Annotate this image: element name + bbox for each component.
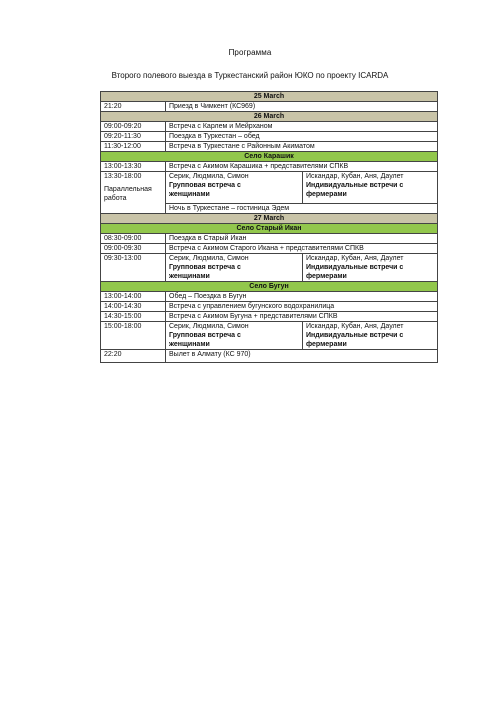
date-header (101, 213, 438, 223)
group-a-cell (166, 172, 303, 204)
event-cell: Вылет в Алмату (КС 970) (166, 349, 438, 362)
table-row (101, 142, 438, 152)
event-cell: Встреча с Акимом Бугуна + представителями СПКВ (166, 311, 438, 321)
group-b-task: Индивидуальные встречи с фермерами (306, 182, 404, 198)
table-row (101, 243, 438, 253)
event-cell: Поездка в Туркестан – обед (166, 132, 438, 142)
group-a-names: Серик, Людмила, Симон (169, 322, 249, 330)
time-cell: 13:00-14:00 (101, 291, 166, 301)
group-b-cell (303, 253, 438, 281)
date-header (101, 112, 438, 122)
event-cell: Обед – Поездка в Бугун (166, 291, 438, 301)
date-header-label: 26 March (101, 112, 438, 122)
event-cell: Встреча с Карлем и Мейрханом (166, 122, 438, 132)
village-header (101, 223, 438, 233)
table-row (101, 233, 438, 243)
group-a-cell (166, 321, 303, 349)
village-header (101, 281, 438, 291)
table-row (101, 132, 438, 142)
group-a-task: Групповая встреча с женщинами (169, 263, 241, 280)
event-cell: Встреча с Акимом Старого Икана + представителями СПКВ (166, 243, 438, 253)
group-b-cell (303, 321, 438, 349)
time-cell: 08:30-09:00 (101, 233, 166, 243)
table-row (101, 253, 438, 281)
group-a-task: Групповая встреча с женщинами (169, 182, 241, 198)
table-row (101, 349, 438, 362)
parallel-label: Параллельная работа (104, 186, 152, 202)
group-a-cell (166, 253, 303, 281)
group-b-names: Искандар, Кубан, Аня, Даулет (306, 173, 404, 180)
village-header-label: Село Карашик (101, 152, 438, 162)
time-cell: 21:20 (101, 102, 166, 112)
event-cell: Ночь в Туркестане – гостиница Эдем (166, 203, 438, 213)
table-row (101, 172, 438, 204)
date-header (101, 92, 438, 102)
time-cell: 15:00-18:00 (101, 321, 166, 349)
table-row (101, 102, 438, 112)
group-a-names: Серик, Людмила, Симон (169, 173, 249, 180)
group-b-task: Индивидуальные встречи с фермерами (306, 331, 404, 348)
time-cell: 11:30-12:00 (101, 142, 166, 152)
event-cell: Поездка в Старый Икан (166, 233, 438, 243)
time-cell: 09:30-13:00 (101, 253, 166, 281)
time-cell: 13:00-13:30 (101, 162, 166, 172)
time-cell: 09:20-11:30 (101, 132, 166, 142)
group-b-cell (303, 172, 438, 204)
event-cell: Встреча в Туркестане с Районным Акиматом (166, 142, 438, 152)
group-b-names: Искандар, Кубан, Аня, Даулет (306, 254, 404, 262)
event-cell: Встреча с управлением бугунского водохранилица (166, 301, 438, 311)
time-cell-empty (101, 203, 166, 213)
time-cell: 09:00-09:30 (101, 243, 166, 253)
event-cell: Встреча с Акимом Карашика + представителями СПКВ (166, 162, 438, 172)
village-header-label: Село Бугун (101, 281, 438, 291)
table-row (101, 291, 438, 301)
time-cell: 14:30-15:00 (101, 311, 166, 321)
date-header-label: 25 March (101, 92, 438, 102)
village-header (101, 152, 438, 162)
schedule-table (100, 91, 438, 363)
table-row (101, 301, 438, 311)
event-cell: Приезд в Чимкент (КС969) (166, 102, 438, 112)
page-title: Программа (228, 48, 272, 57)
time-value: 13:30-18:00 (104, 173, 142, 180)
table-row (101, 122, 438, 132)
group-a-task: Групповая встреча с женщинами (169, 331, 241, 348)
group-a-names: Серик, Людмила, Симон (169, 254, 249, 262)
table-row (101, 203, 438, 213)
time-cell: 22:20 (101, 349, 166, 362)
page-subtitle: Второго полевого выезда в Туркестанский район ЮКО по проекту ICARDA (111, 71, 389, 80)
date-header-label: 27 March (101, 213, 438, 223)
table-row (101, 311, 438, 321)
table-row (101, 162, 438, 172)
time-cell: 14:00-14:30 (101, 301, 166, 311)
time-cell: 09:00-09:20 (101, 122, 166, 132)
group-b-names: Искандар, Кубан, Аня, Даулет (306, 322, 404, 330)
table-row (101, 321, 438, 349)
group-b-task: Индивидуальные встречи с фермерами (306, 263, 404, 280)
time-cell (101, 172, 166, 204)
village-header-label: Село Старый Икан (101, 223, 438, 233)
